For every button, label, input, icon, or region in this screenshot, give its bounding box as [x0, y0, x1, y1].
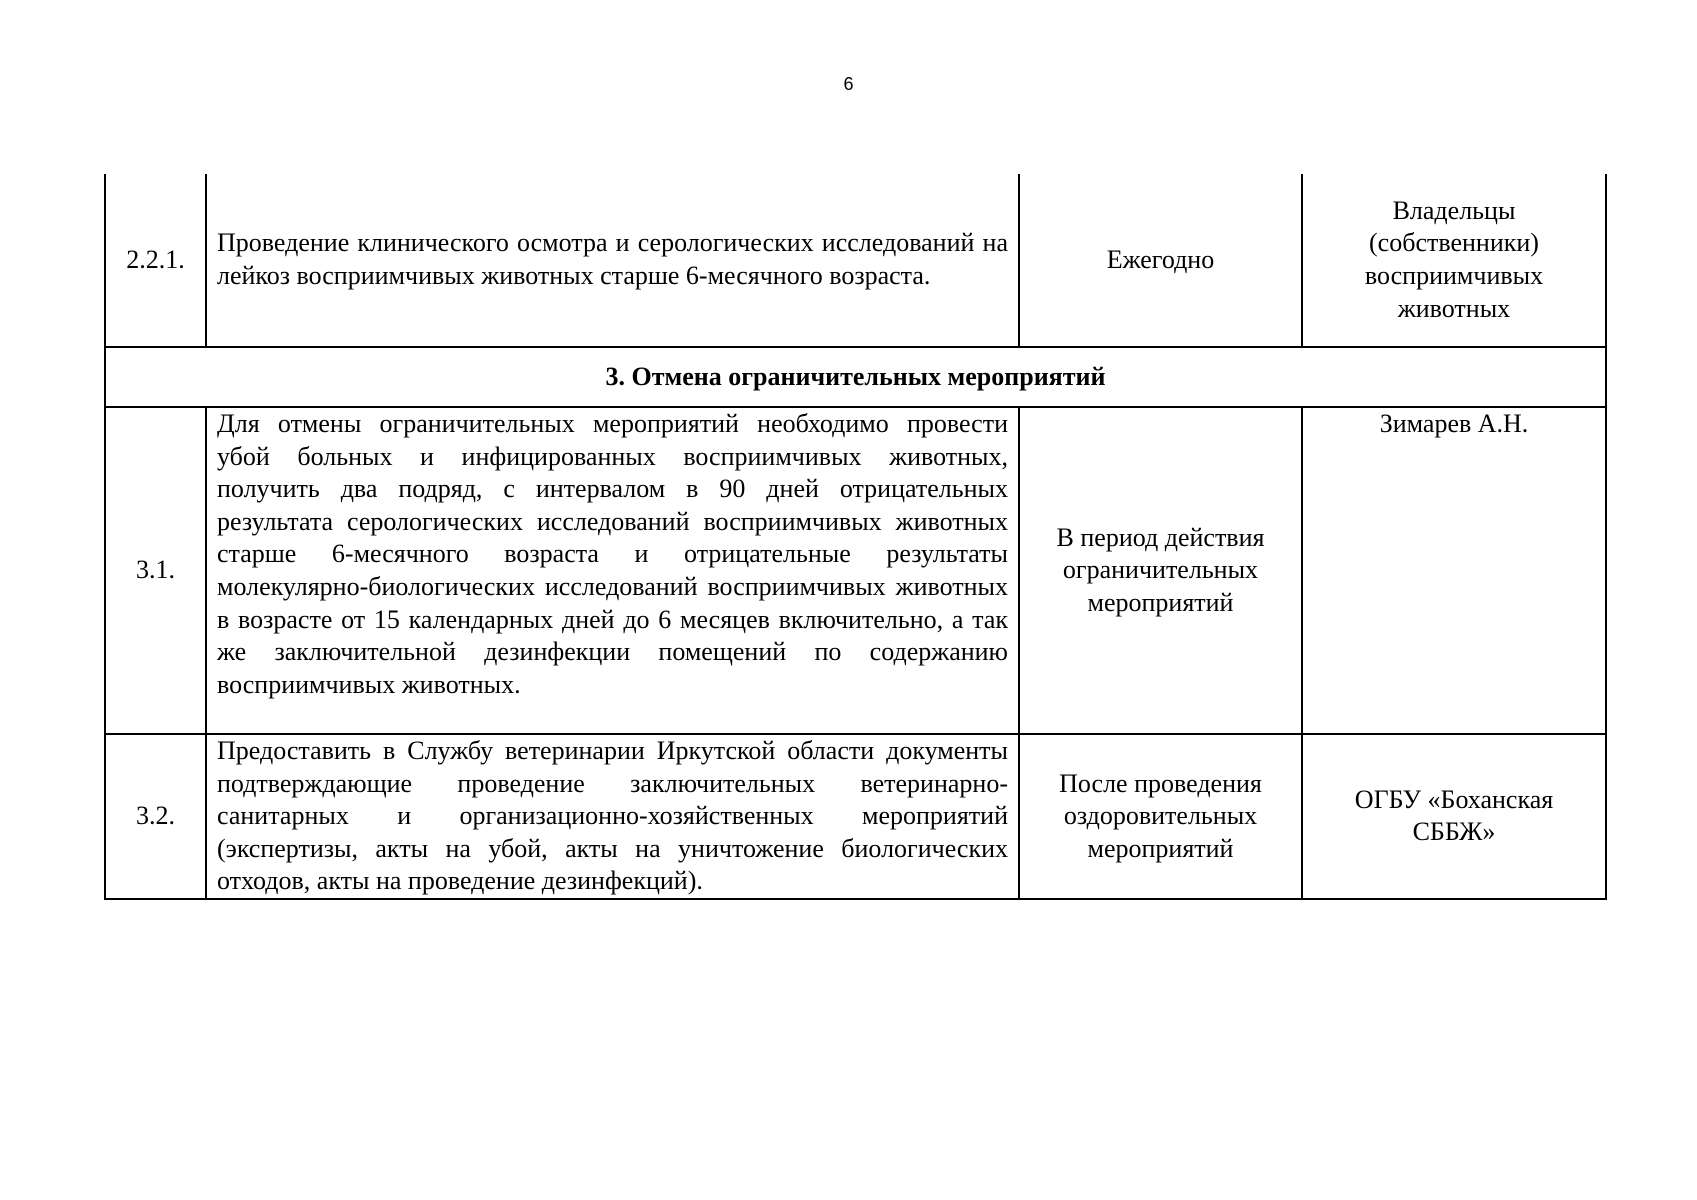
measure-term: После проведения оздоровительных мероприятий [1019, 734, 1302, 899]
table-row [105, 734, 1606, 899]
page-number: 6 [843, 74, 854, 94]
measure-term: В период действия ограничительных мероприятий [1019, 407, 1302, 734]
section-title: 3. Отмена ограничительных мероприятий [105, 347, 1606, 407]
measure-description: Предоставить в Службу ветеринарии Иркутской области документы подтверждающие проведение заключительных ветеринарно-санитарных и организационно-хозяйственных мероприятий (экспертизы, акты на убой, акты на уничтожение биологических отходов, акты на проведение дезинфекций). [206, 734, 1019, 899]
measure-responsible: ОГБУ «Боханская СББЖ» [1302, 734, 1606, 899]
item-number: 2.2.1. [105, 174, 206, 347]
item-number: 3.1. [105, 407, 206, 734]
measure-responsible: Зимарев А.Н. [1302, 407, 1606, 734]
item-number: 3.2. [105, 734, 206, 899]
measure-term: Ежегодно [1019, 174, 1302, 347]
measure-description: Проведение клинического осмотра и серологических исследований на лейкоз восприимчивых животных старше 6-месячного возраста. [206, 174, 1019, 347]
measure-responsible: Владельцы (собственники) восприимчивых животных [1302, 174, 1606, 347]
section-row [105, 347, 1606, 407]
table-row [105, 174, 1606, 347]
measures-table [104, 174, 1607, 900]
table-row [105, 407, 1606, 734]
measure-description: Для отмены ограничительных мероприятий необходимо провести убой больных и инфицированных восприимчивых животных, получить два подряд, с интервалом в 90 дней отрицательных результата серологических исследований восприимчивых животных старше 6-месячного возраста и отрицательные результаты молекулярно-биологических исследований восприимчивых животных в возрасте от 15 календарных дней до 6 месяцев включительно, а так же заключительной дезинфекции помещений по содержанию восприимчивых животных. [206, 407, 1019, 734]
